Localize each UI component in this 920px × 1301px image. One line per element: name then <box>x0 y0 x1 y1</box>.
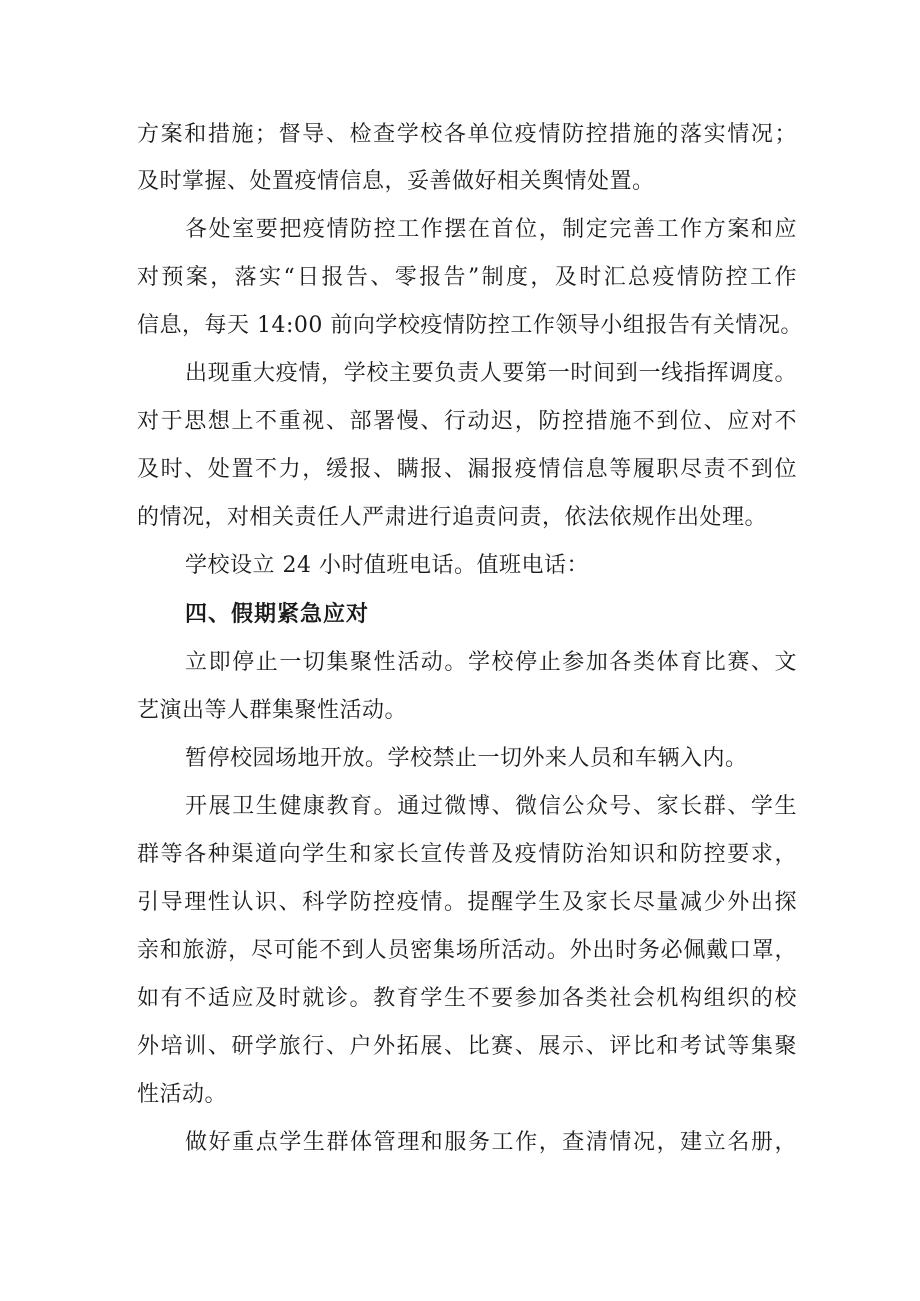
section-heading: 四、假期紧急应对 <box>185 601 370 627</box>
text-line-7: 对于思想上不重视、部署慢、行动迟，防控措施不到位、应对不 <box>137 409 797 434</box>
text-line-14: 暂停校园场地开放。学校禁止一切外来人员和车辆入内。 <box>185 746 748 771</box>
text-line-20: 外培训、研学旅行、户外拓展、比赛、展示、评比和考试等集聚 <box>137 1034 797 1059</box>
text-line-6: 出现重大疫情，学校主要负责人要第一时间到一线指挥调度。 <box>185 361 797 386</box>
text-line-12: 立即停止一切集聚性活动。学校停止参加各类体育比赛、文 <box>185 650 797 675</box>
text-line-15: 开展卫生健康教育。通过微博、微信公众号、家长群、学生 <box>185 794 797 819</box>
text-line-10: 学校设立 24 小时值班电话。值班电话： <box>185 553 589 578</box>
text-line-16: 群等各种渠道向学生和家长宣传普及疫情防治知识和防控要求， <box>137 842 797 867</box>
text-line-21: 性活动。 <box>137 1082 228 1107</box>
text-line-22: 做好重点学生群体管理和服务工作，查清情况，建立名册， <box>185 1130 797 1155</box>
text-line-5: 信息，每天 14:00 前向学校疫情防控工作领导小组报告有关情况。 <box>137 313 803 338</box>
text-line-3: 各处室要把疫情防控工作摆在首位，制定完善工作方案和应 <box>185 217 797 242</box>
text-line-18: 亲和旅游，尽可能不到人员密集场所活动。外出时务必佩戴口罩， <box>137 938 797 963</box>
text-line-13: 艺演出等人群集聚性活动。 <box>137 698 408 723</box>
text-line-1: 方案和措施；督导、检查学校各单位疫情防控措施的落实情况； <box>137 122 797 147</box>
text-line-8: 及时、处置不力，缓报、瞒报、漏报疫情信息等履职尽责不到位 <box>137 457 797 482</box>
text-line-4: 对预案，落实“日报告、零报告”制度，及时汇总疫情防控工作 <box>137 265 797 290</box>
text-line-19: 如有不适应及时就诊。教育学生不要参加各类社会机构组织的校 <box>137 986 797 1011</box>
text-line-17: 引导理性认识、科学防控疫情。提醒学生及家长尽量减少外出探 <box>137 890 797 915</box>
text-line-9: 的情况，对相关责任人严肃进行追责问责，依法依规作出处理。 <box>137 505 768 530</box>
text-line-2: 及时掌握、处置疫情信息，妥善做好相关舆情处置。 <box>137 169 655 194</box>
